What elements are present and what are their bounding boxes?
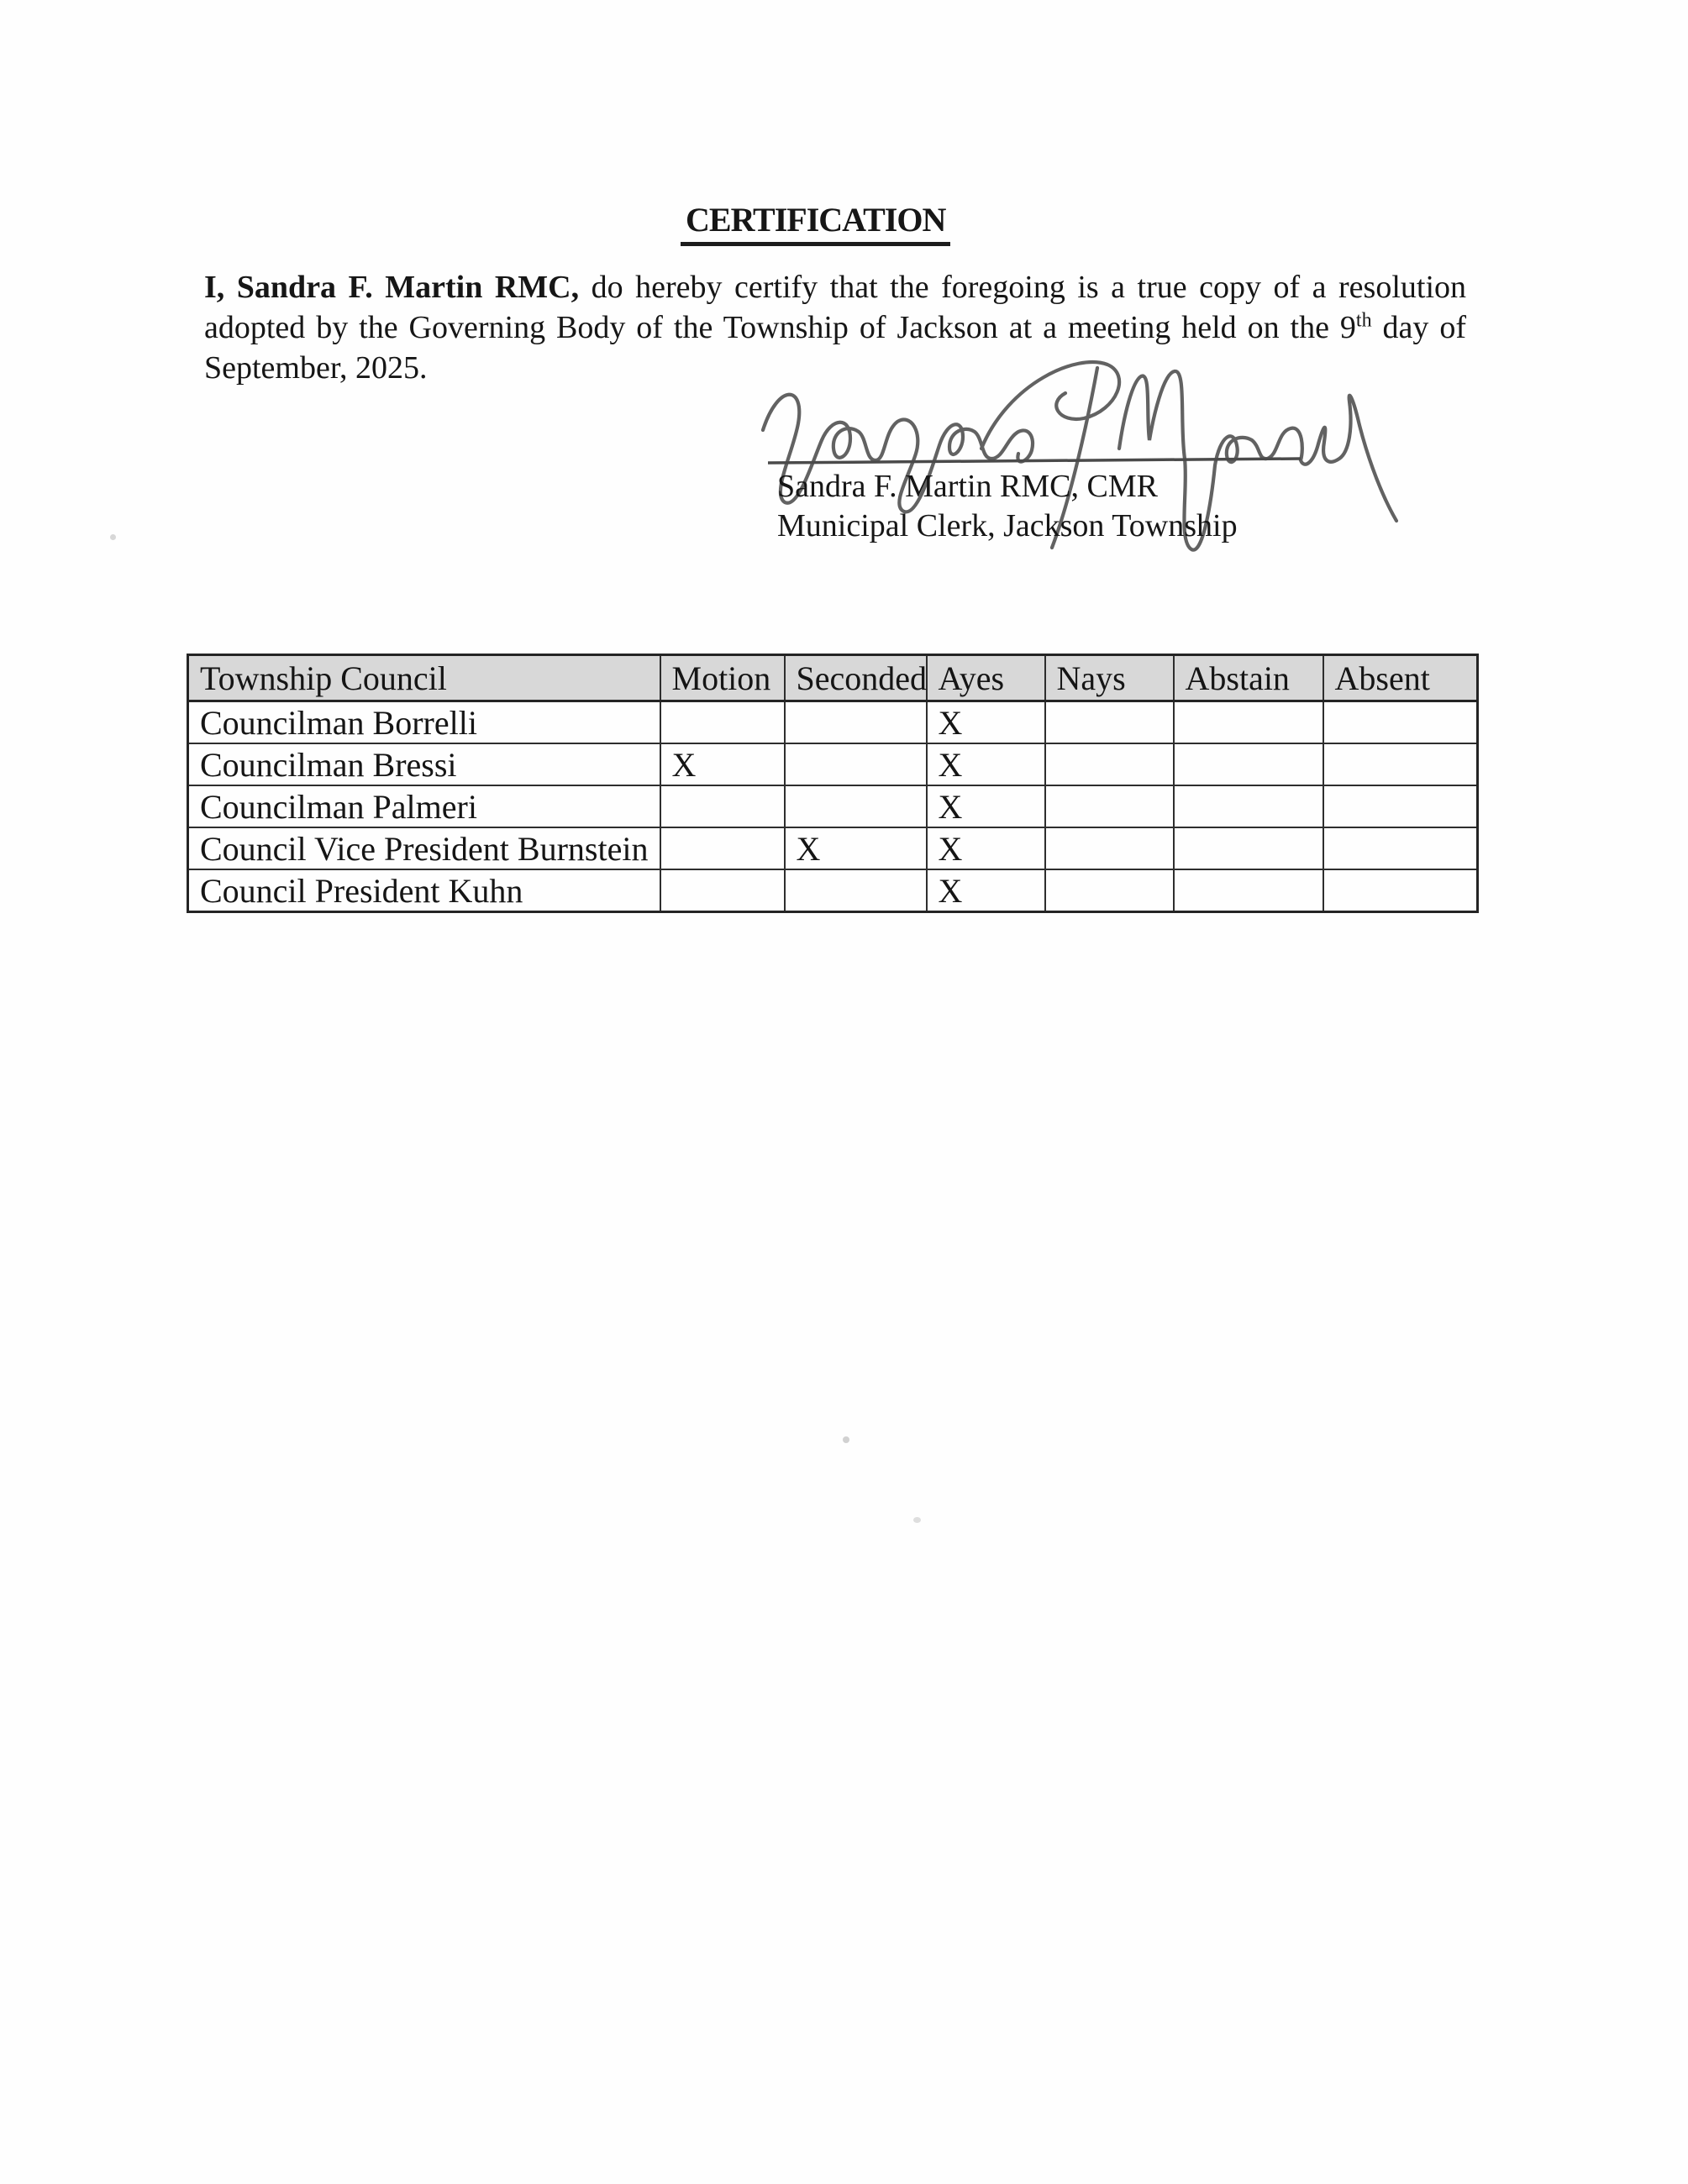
scan-speck <box>843 1436 849 1443</box>
table-row <box>188 827 1478 869</box>
absent-cell <box>1323 869 1478 912</box>
motion-cell: X <box>660 743 785 785</box>
paragraph-text: September, 2025. <box>204 350 428 386</box>
abstain-cell <box>1174 869 1323 912</box>
table-row <box>188 785 1478 827</box>
council-member-cell: Councilman Bressi <box>188 743 660 785</box>
vote-table <box>187 654 1479 913</box>
seconded-cell <box>785 701 927 744</box>
motion-cell <box>660 701 785 744</box>
column-header-seconded: Seconded <box>785 655 927 701</box>
scan-speck <box>913 1517 921 1523</box>
ayes-cell: X <box>927 743 1045 785</box>
certifier-name: I, Sandra F. Martin RMC, <box>204 270 580 305</box>
table-header-row <box>188 655 1478 701</box>
table-row <box>188 701 1478 744</box>
motion-cell <box>660 785 785 827</box>
nays-cell <box>1045 827 1174 869</box>
nays-cell <box>1045 869 1174 912</box>
seconded-cell <box>785 785 927 827</box>
certification-paragraph <box>204 267 1466 388</box>
motion-cell <box>660 827 785 869</box>
page-title: CERTIFICATION <box>681 200 950 246</box>
council-member-cell: Council Vice President Burnstein <box>188 827 660 869</box>
motion-cell <box>660 869 785 912</box>
column-header-motion: Motion <box>660 655 785 701</box>
seconded-cell <box>785 743 927 785</box>
nays-cell <box>1045 743 1174 785</box>
paragraph-text: do hereby certify that the foregoing is a true copy of a resolution <box>579 270 1466 305</box>
signature-block <box>777 467 1238 546</box>
ordinal-suffix: th <box>1355 309 1372 332</box>
abstain-cell <box>1174 701 1323 744</box>
ayes-cell: X <box>927 869 1045 912</box>
column-header-nays: Nays <box>1045 655 1174 701</box>
seconded-cell: X <box>785 827 927 869</box>
abstain-cell <box>1174 743 1323 785</box>
council-member-cell: Councilman Palmeri <box>188 785 660 827</box>
absent-cell <box>1323 827 1478 869</box>
paragraph-text: day of <box>1371 310 1466 345</box>
signer-name: Sandra F. Martin RMC, CMR <box>777 469 1158 504</box>
absent-cell <box>1323 785 1478 827</box>
paragraph-line-3 <box>204 348 1466 388</box>
nays-cell <box>1045 785 1174 827</box>
signature-line <box>768 459 1301 463</box>
seconded-cell <box>785 869 927 912</box>
paragraph-text: adopted by the Governing Body of the Township of Jackson at a meeting held on the 9 <box>204 310 1356 345</box>
absent-cell <box>1323 743 1478 785</box>
column-header-ayes: Ayes <box>927 655 1045 701</box>
table-row <box>188 743 1478 785</box>
column-header-abstain: Abstain <box>1174 655 1323 701</box>
paragraph-line-1 <box>204 267 1466 307</box>
abstain-cell <box>1174 785 1323 827</box>
abstain-cell <box>1174 827 1323 869</box>
scan-speck <box>110 534 116 540</box>
paragraph-line-2 <box>204 307 1466 348</box>
table-row <box>188 869 1478 912</box>
ayes-cell: X <box>927 701 1045 744</box>
ayes-cell: X <box>927 785 1045 827</box>
ayes-cell: X <box>927 827 1045 869</box>
absent-cell <box>1323 701 1478 744</box>
council-member-cell: Council President Kuhn <box>188 869 660 912</box>
council-member-cell: Councilman Borrelli <box>188 701 660 744</box>
signer-title: Municipal Clerk, Jackson Township <box>777 508 1238 543</box>
column-header-absent: Absent <box>1323 655 1478 701</box>
column-header-township-council: Township Council <box>188 655 660 701</box>
nays-cell <box>1045 701 1174 744</box>
